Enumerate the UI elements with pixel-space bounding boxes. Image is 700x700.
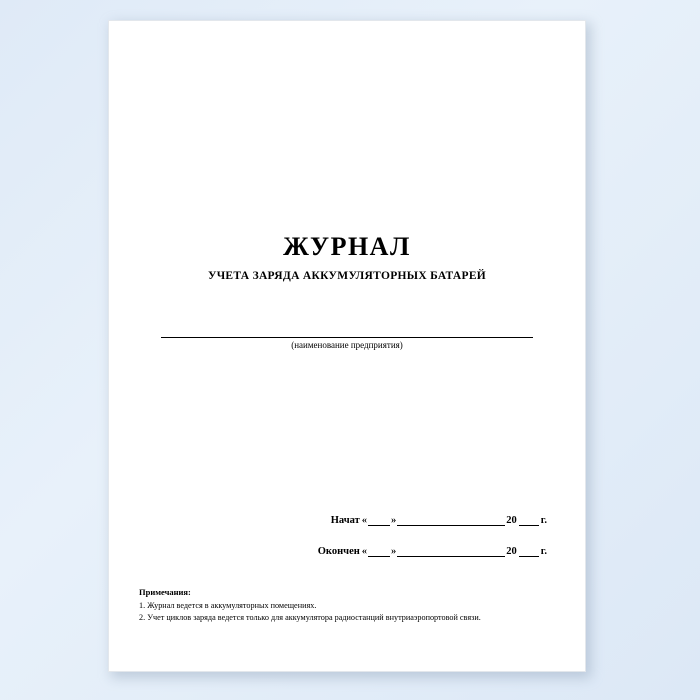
finished-day-field[interactable]	[368, 546, 390, 557]
notes-item-2: 2. Учет циклов заряда ведется только для аккумулятора радиостанций внутриаэропортовой связи.	[139, 612, 481, 622]
started-label: Начат	[330, 515, 360, 526]
organization-input-line[interactable]	[161, 323, 533, 338]
started-day-field[interactable]	[368, 515, 390, 526]
finished-year-field[interactable]	[519, 546, 539, 557]
organization-caption: (наименование предприятия)	[291, 340, 403, 350]
started-year-field[interactable]	[519, 515, 539, 526]
finished-label: Окончен	[317, 546, 360, 557]
dates-block	[287, 515, 547, 577]
notes-heading: Примечания:	[139, 587, 191, 597]
page-subtitle: УЧЕТА ЗАРЯДА АККУМУЛЯТОРНЫХ БАТАРЕЙ	[207, 269, 487, 282]
organization-block	[161, 323, 533, 350]
finished-month-field[interactable]	[397, 546, 505, 557]
date-row-finished	[287, 546, 547, 557]
notes-block	[139, 587, 561, 624]
started-year-suffix: г.	[540, 515, 547, 526]
document-content	[109, 21, 585, 671]
notes-item-1: 1. Журнал ведется в аккумуляторных помещениях.	[139, 601, 317, 610]
started-year-prefix: 20	[506, 515, 517, 526]
page-title: ЖУРНАЛ	[283, 232, 411, 261]
date-row-started	[287, 515, 547, 526]
started-quote-open: «	[361, 515, 368, 526]
title-block	[109, 233, 585, 282]
finished-quote-open: «	[361, 546, 368, 557]
started-month-field[interactable]	[397, 515, 505, 526]
document-page	[108, 20, 586, 672]
finished-quote-close: »	[391, 546, 397, 557]
finished-year-suffix: г.	[540, 546, 547, 557]
started-quote-close: »	[391, 515, 397, 526]
finished-year-prefix: 20	[506, 546, 517, 557]
